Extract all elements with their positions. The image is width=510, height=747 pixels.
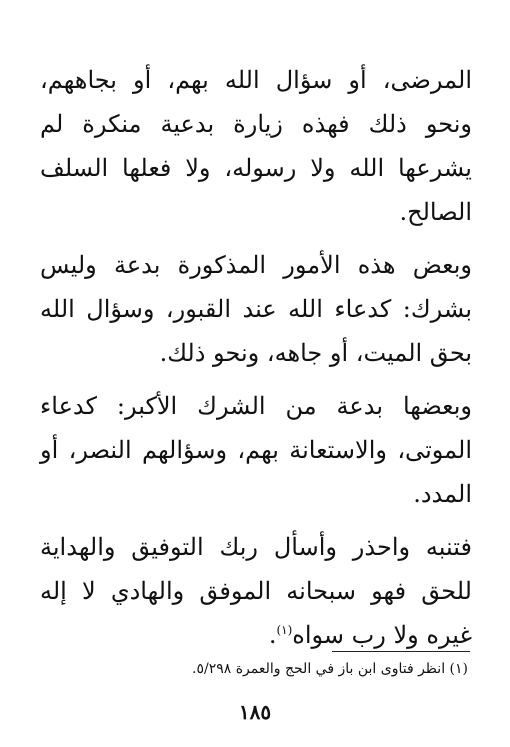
paragraph-4-end: .	[268, 621, 277, 649]
footnote-divider	[332, 651, 470, 652]
footnote: (١) انظر فتاوى ابن باز في الحج والعمرة ٥/٢٩٨.	[192, 661, 468, 677]
paragraph-1: المرضى، أو سؤال الله بهم، أو بجاههم، ونحو ذلك فهذه زيارة بدعية منكرة لم يشرعها الله ولا رسوله، ولا فعلها السلف الصالح.	[40, 66, 472, 226]
paragraph-2: وبعض هذه الأمور المذكورة بدعة وليس بشرك: كدعاء الله عند القبور، وسؤال الله بحق الميت، أو جاهه، ونحو ذلك.	[40, 251, 472, 367]
paragraph-4	[40, 525, 472, 657]
main-text	[40, 58, 472, 657]
page-number: ١٨٥	[238, 700, 272, 724]
paragraph-4-text: فتنبه واحذر وأسأل ربك التوفيق والهداية للحق فهو سبحانه الموفق والهادي لا إله غيره ولا رب سواه	[40, 533, 472, 649]
paragraph-3: وبعضها بدعة من الشرك الأكبر: كدعاء الموتى، والاستعانة بهم، وسؤالهم النصر، أو المدد.	[40, 392, 472, 508]
footnote-reference: (١)	[276, 623, 293, 637]
